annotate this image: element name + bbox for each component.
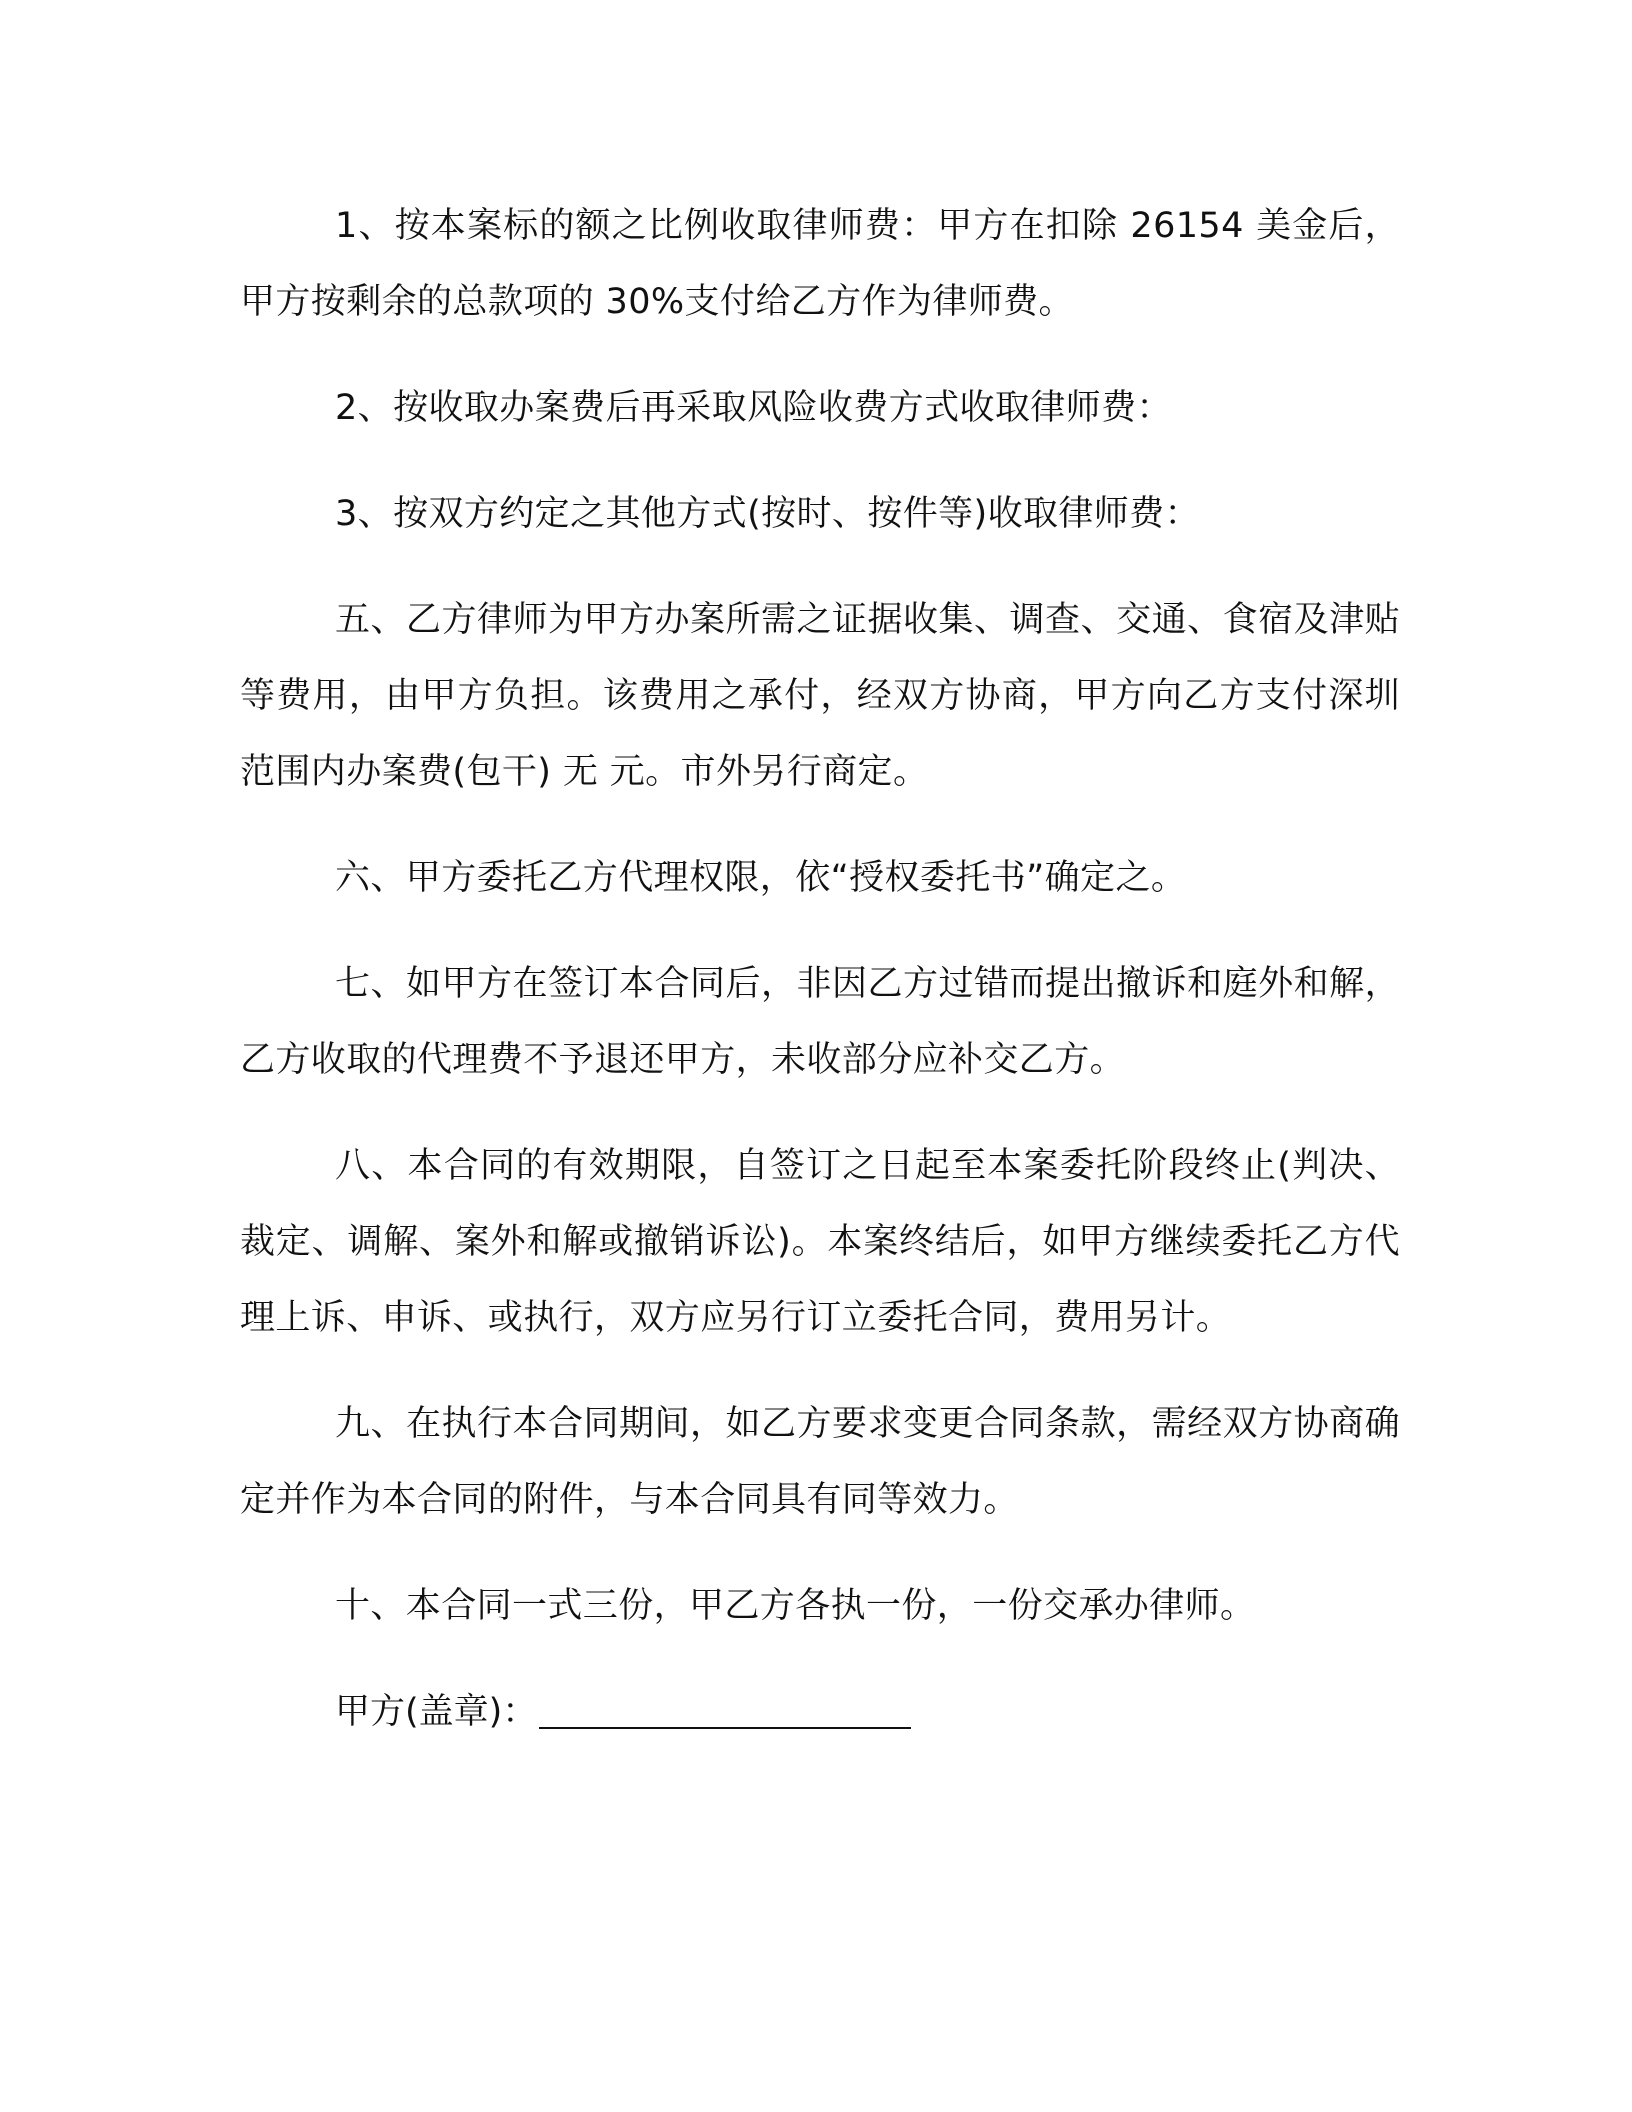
clause-nine: 九、在执行本合同期间，如乙方要求变更合同条款，需经双方协商确定并作为本合同的附件，与本合同具有同等效力。 [240, 1404, 1400, 1520]
fee-clause-1: 1、按本案标的额之比例收取律师费：甲方在扣除 26154 美金后，甲方按剩余的总款项的 30%支付给乙方作为律师费。 [240, 206, 1400, 322]
signature-blank-line [539, 1681, 911, 1729]
party-a-signature [240, 1674, 1400, 1750]
clause-eight: 八、本合同的有效期限，自签订之日起至本案委托阶段终止(判决、裁定、调解、案外和解或撤销诉讼)。本案终结后，如甲方继续委托乙方代理上诉、申诉、或执行，双方应另行订立委托合同，费用另计。 [240, 1146, 1400, 1338]
fee-clause-3: 3、按双方约定之其他方式(按时、按件等)收取律师费： [335, 494, 1200, 534]
clause-six: 六、甲方委托乙方代理权限，依“授权委托书”确定之。 [335, 858, 1187, 898]
clause-five: 五、乙方律师为甲方办案所需之证据收集、调查、交通、食宿及津贴等费用，由甲方负担。该费用之承付，经双方协商，甲方向乙方支付深圳范围内办案费(包干) 无 元。市外另行商定。 [240, 600, 1400, 792]
party-a-seal-label: 甲方(盖章)： [335, 1692, 538, 1732]
clause-ten: 十、本合同一式三份，甲乙方各执一份，一份交承办律师。 [335, 1586, 1256, 1626]
fee-clause-2: 2、按收取办案费后再采取风险收费方式收取律师费： [335, 388, 1172, 428]
clause-seven: 七、如甲方在签订本合同后，非因乙方过错而提出撤诉和庭外和解，乙方收取的代理费不予退还甲方，未收部分应补交乙方。 [240, 964, 1400, 1080]
document-body [240, 188, 1400, 1750]
